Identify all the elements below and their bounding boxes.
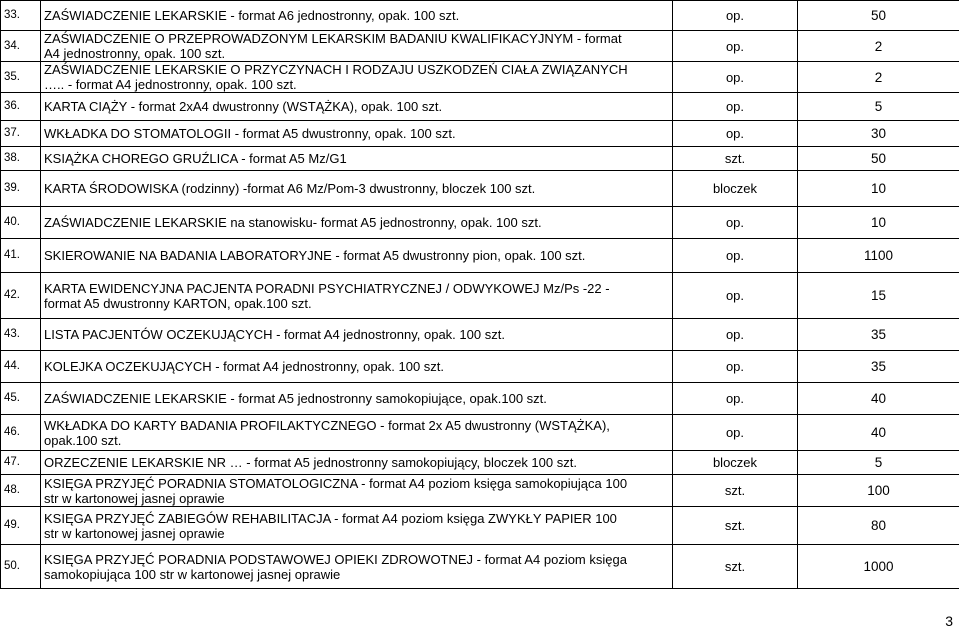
item-description bbox=[41, 507, 673, 545]
item-quantity: 5 bbox=[798, 93, 959, 121]
item-description bbox=[41, 171, 673, 207]
item-unit: op. bbox=[673, 351, 798, 383]
item-quantity: 50 bbox=[798, 1, 959, 31]
item-quantity: 50 bbox=[798, 147, 959, 171]
item-description bbox=[41, 93, 673, 121]
item-number: 42. bbox=[1, 273, 41, 319]
item-description-line: KOLEJKA OCZEKUJĄCYCH - format A4 jednostronny, opak. 100 szt. bbox=[44, 359, 445, 374]
item-description bbox=[41, 415, 673, 451]
item-unit: bloczek bbox=[673, 451, 798, 475]
item-unit: op. bbox=[673, 121, 798, 147]
item-description bbox=[41, 451, 673, 475]
table-row bbox=[1, 319, 959, 351]
item-description-line: SKIEROWANIE NA BADANIA LABORATORYJNE - format A5 dwustronny pion, opak. 100 szt. bbox=[44, 248, 586, 263]
item-quantity: 5 bbox=[798, 451, 959, 475]
table-row bbox=[1, 383, 959, 415]
item-quantity: 1100 bbox=[798, 239, 959, 273]
item-unit: op. bbox=[673, 31, 798, 62]
item-unit: op. bbox=[673, 62, 798, 93]
item-description bbox=[41, 545, 673, 589]
table-row bbox=[1, 62, 959, 93]
table-row bbox=[1, 121, 959, 147]
item-description-line: WKŁADKA DO STOMATOLOGII - format A5 dwustronny, opak. 100 szt. bbox=[44, 126, 456, 141]
table-row bbox=[1, 1, 959, 31]
item-description-line: ….. - format A4 jednostronny, opak. 100 szt. bbox=[44, 77, 297, 92]
item-unit: szt. bbox=[673, 545, 798, 589]
item-description bbox=[41, 319, 673, 351]
item-number: 49. bbox=[1, 507, 41, 545]
item-description-line: KSIĘGA PRZYJĘĆ ZABIEGÓW REHABILITACJA - format A4 poziom księga ZWYKŁY PAPIER 100 bbox=[44, 510, 617, 526]
table-row bbox=[1, 451, 959, 475]
item-description-line: ZAŚWIADCZENIE LEKARSKIE O PRZYCZYNACH I RODZAJU USZKODZEŃ CIAŁA ZWIĄZANYCH bbox=[44, 62, 628, 77]
item-unit: szt. bbox=[673, 507, 798, 545]
table-row bbox=[1, 147, 959, 171]
table-row bbox=[1, 239, 959, 273]
item-description-line: ZAŚWIADCZENIE O PRZEPROWADZONYM LEKARSKIM BADANIU KWALIFIKACYJNYM - format bbox=[44, 31, 622, 46]
item-description-line: ZAŚWIADCZENIE LEKARSKIE - format A5 jednostronny samokopiujące, opak.100 szt. bbox=[44, 391, 547, 406]
item-unit: op. bbox=[673, 1, 798, 31]
item-number: 45. bbox=[1, 383, 41, 415]
table-row bbox=[1, 415, 959, 451]
item-number: 35. bbox=[1, 62, 41, 93]
item-description bbox=[41, 239, 673, 273]
item-description-line: WKŁADKA DO KARTY BADANIA PROFILAKTYCZNEGO - format 2x A5 dwustronny (WSTĄŻKA), bbox=[44, 417, 610, 433]
page-number: 3 bbox=[945, 613, 953, 629]
item-description-line: str w kartonowej jasnej oprawie bbox=[44, 490, 225, 506]
item-number: 50. bbox=[1, 545, 41, 589]
item-unit: op. bbox=[673, 207, 798, 239]
item-description-line: KARTA EWIDENCYJNA PACJENTA PORADNI PSYCHIATRYCZNEJ / ODWYKOWEJ Mz/Ps -22 - bbox=[44, 280, 610, 296]
item-description-line: ORZECZENIE LEKARSKIE NR … - format A5 jednostronny samokopiujący, bloczek 100 szt. bbox=[44, 455, 577, 470]
item-unit: op. bbox=[673, 273, 798, 319]
item-quantity: 10 bbox=[798, 171, 959, 207]
item-number: 39. bbox=[1, 171, 41, 207]
item-number: 46. bbox=[1, 415, 41, 451]
item-description-line: KARTA ŚRODOWISKA (rodzinny) -format A6 Mz/Pom-3 dwustronny, bloczek 100 szt. bbox=[44, 181, 536, 196]
table-row bbox=[1, 171, 959, 207]
item-description bbox=[41, 351, 673, 383]
item-number: 36. bbox=[1, 93, 41, 121]
item-description-line: LISTA PACJENTÓW OCZEKUJĄCYCH - format A4 jednostronny, opak. 100 szt. bbox=[44, 327, 505, 342]
item-description bbox=[41, 207, 673, 239]
item-description bbox=[41, 31, 673, 62]
item-unit: op. bbox=[673, 239, 798, 273]
item-unit: op. bbox=[673, 319, 798, 351]
item-number: 33. bbox=[1, 1, 41, 31]
item-description bbox=[41, 147, 673, 171]
item-description bbox=[41, 62, 673, 93]
item-number: 47. bbox=[1, 451, 41, 475]
item-description-line: KARTA CIĄŻY - format 2xA4 dwustronny (WSTĄŻKA), opak. 100 szt. bbox=[44, 99, 443, 114]
item-description bbox=[41, 121, 673, 147]
order-table-body bbox=[1, 1, 959, 589]
table-row bbox=[1, 545, 959, 589]
item-quantity: 40 bbox=[798, 415, 959, 451]
item-description-line: KSIĄŻKA CHOREGO GRUŹLICA - format A5 Mz/G1 bbox=[44, 151, 347, 166]
item-description-line: ZAŚWIADCZENIE LEKARSKIE na stanowisku- format A5 jednostronny, opak. 100 szt. bbox=[44, 215, 542, 230]
item-description-line: ZAŚWIADCZENIE LEKARSKIE - format A6 jednostronny, opak. 100 szt. bbox=[44, 8, 460, 23]
table-row bbox=[1, 507, 959, 545]
item-number: 38. bbox=[1, 147, 41, 171]
item-number: 41. bbox=[1, 239, 41, 273]
item-number: 44. bbox=[1, 351, 41, 383]
item-description bbox=[41, 1, 673, 31]
item-unit: bloczek bbox=[673, 171, 798, 207]
item-description bbox=[41, 273, 673, 319]
item-unit: op. bbox=[673, 383, 798, 415]
item-number: 40. bbox=[1, 207, 41, 239]
item-number: 34. bbox=[1, 31, 41, 62]
table-row bbox=[1, 31, 959, 62]
item-description-line: KSIĘGA PRZYJĘĆ PORADNIA STOMATOLOGICZNA - format A4 poziom księga samokopiująca 100 bbox=[44, 475, 628, 491]
item-description bbox=[41, 383, 673, 415]
item-description-line: samokopiująca 100 str w kartonowej jasnej oprawie bbox=[44, 566, 341, 582]
table-row bbox=[1, 475, 959, 507]
item-quantity: 1000 bbox=[798, 545, 959, 589]
table-row bbox=[1, 207, 959, 239]
item-number: 43. bbox=[1, 319, 41, 351]
item-quantity: 40 bbox=[798, 383, 959, 415]
table-row bbox=[1, 351, 959, 383]
item-unit: op. bbox=[673, 415, 798, 451]
item-quantity: 15 bbox=[798, 273, 959, 319]
item-quantity: 30 bbox=[798, 121, 959, 147]
item-description bbox=[41, 475, 673, 507]
item-unit: op. bbox=[673, 93, 798, 121]
item-quantity: 35 bbox=[798, 319, 959, 351]
table-row bbox=[1, 93, 959, 121]
item-unit: szt. bbox=[673, 147, 798, 171]
item-description-line: opak.100 szt. bbox=[44, 432, 122, 448]
item-description-line: str w kartonowej jasnej oprawie bbox=[44, 525, 225, 541]
item-description-line: A4 jednostronny, opak. 100 szt. bbox=[44, 46, 226, 61]
item-description-line: KSIĘGA PRZYJĘĆ PORADNIA PODSTAWOWEJ OPIEKI ZDROWOTNEJ - format A4 poziom księga bbox=[44, 551, 627, 567]
item-quantity: 2 bbox=[798, 31, 959, 62]
item-quantity: 100 bbox=[798, 475, 959, 507]
item-quantity: 10 bbox=[798, 207, 959, 239]
item-description-line: format A5 dwustronny KARTON, opak.100 szt. bbox=[44, 295, 312, 311]
item-number: 37. bbox=[1, 121, 41, 147]
table-row bbox=[1, 273, 959, 319]
item-quantity: 2 bbox=[798, 62, 959, 93]
item-quantity: 80 bbox=[798, 507, 959, 545]
item-quantity: 35 bbox=[798, 351, 959, 383]
item-unit: szt. bbox=[673, 475, 798, 507]
item-number: 48. bbox=[1, 475, 41, 507]
